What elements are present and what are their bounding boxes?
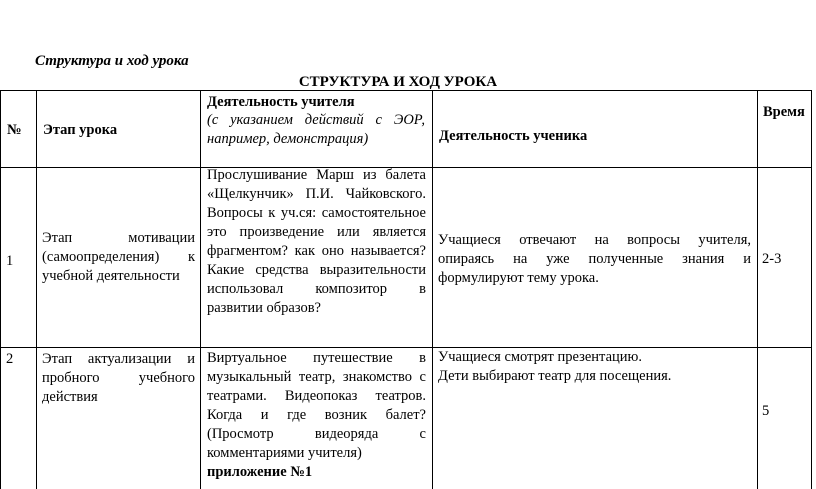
header-student: Деятельность ученика: [439, 128, 588, 144]
row1-stage: Этап мотивации (самоопределения) к учебной деятельности: [42, 230, 195, 284]
row2-student-line2: Дети выбирают театр для посещения.: [438, 368, 672, 384]
page-heading: Структура и ход урока: [35, 53, 189, 69]
row1-num: 1: [6, 253, 14, 269]
header-teacher-title: Деятельность учителя: [207, 94, 355, 110]
table-rule-col2: [200, 90, 201, 489]
row2-student-line1: Учащиеся смотрят презентацию.: [438, 349, 642, 365]
header-stage: Этап урока: [43, 122, 118, 138]
table-rule-col4: [757, 90, 758, 489]
header-teacher-note: (с указанием действий с ЭОР, например, демонстрация): [207, 112, 425, 147]
row2-teacher: Виртуальное путешествие в музыкальный театр, знакомство с театрами. Видеопоказ театров. Когда и где возник балет? (Просмотр видеоряда с комментариями учителя): [207, 350, 426, 461]
row2-teacher-appendix: приложение №1: [207, 464, 313, 480]
row2-num: 2: [6, 351, 14, 367]
table-title: СТРУКТУРА И ХОД УРОКА: [298, 74, 498, 90]
row1-student: Учащиеся отвечают на вопросы учителя, опираясь на уже полученные знания и формулируют тему урока.: [438, 232, 751, 286]
table-rule-top: [0, 90, 812, 91]
header-num: №: [7, 122, 22, 138]
header-time: Время: [763, 104, 805, 120]
table-rule-row1-bottom: [0, 347, 812, 348]
row2-stage: Этап актуализации и пробного учебного действия: [42, 351, 195, 405]
row2-teacher-block: [207, 349, 426, 482]
row1-teacher: Прослушивание Марш из балета «Щелкунчик» П.И. Чайковского. Вопросы к уч.ся: самостоятельное это произведение или является фрагментом? как оно называется? Какие средства выразительности использовал композитор в развитии образов?: [207, 167, 426, 316]
row2-time: 5: [762, 403, 770, 419]
row1-time: 2-3: [762, 251, 782, 267]
table-rule-col3: [432, 90, 433, 489]
table-rule-col1: [36, 90, 37, 489]
table-rule-right: [811, 90, 812, 489]
table-rule-left: [0, 90, 1, 489]
